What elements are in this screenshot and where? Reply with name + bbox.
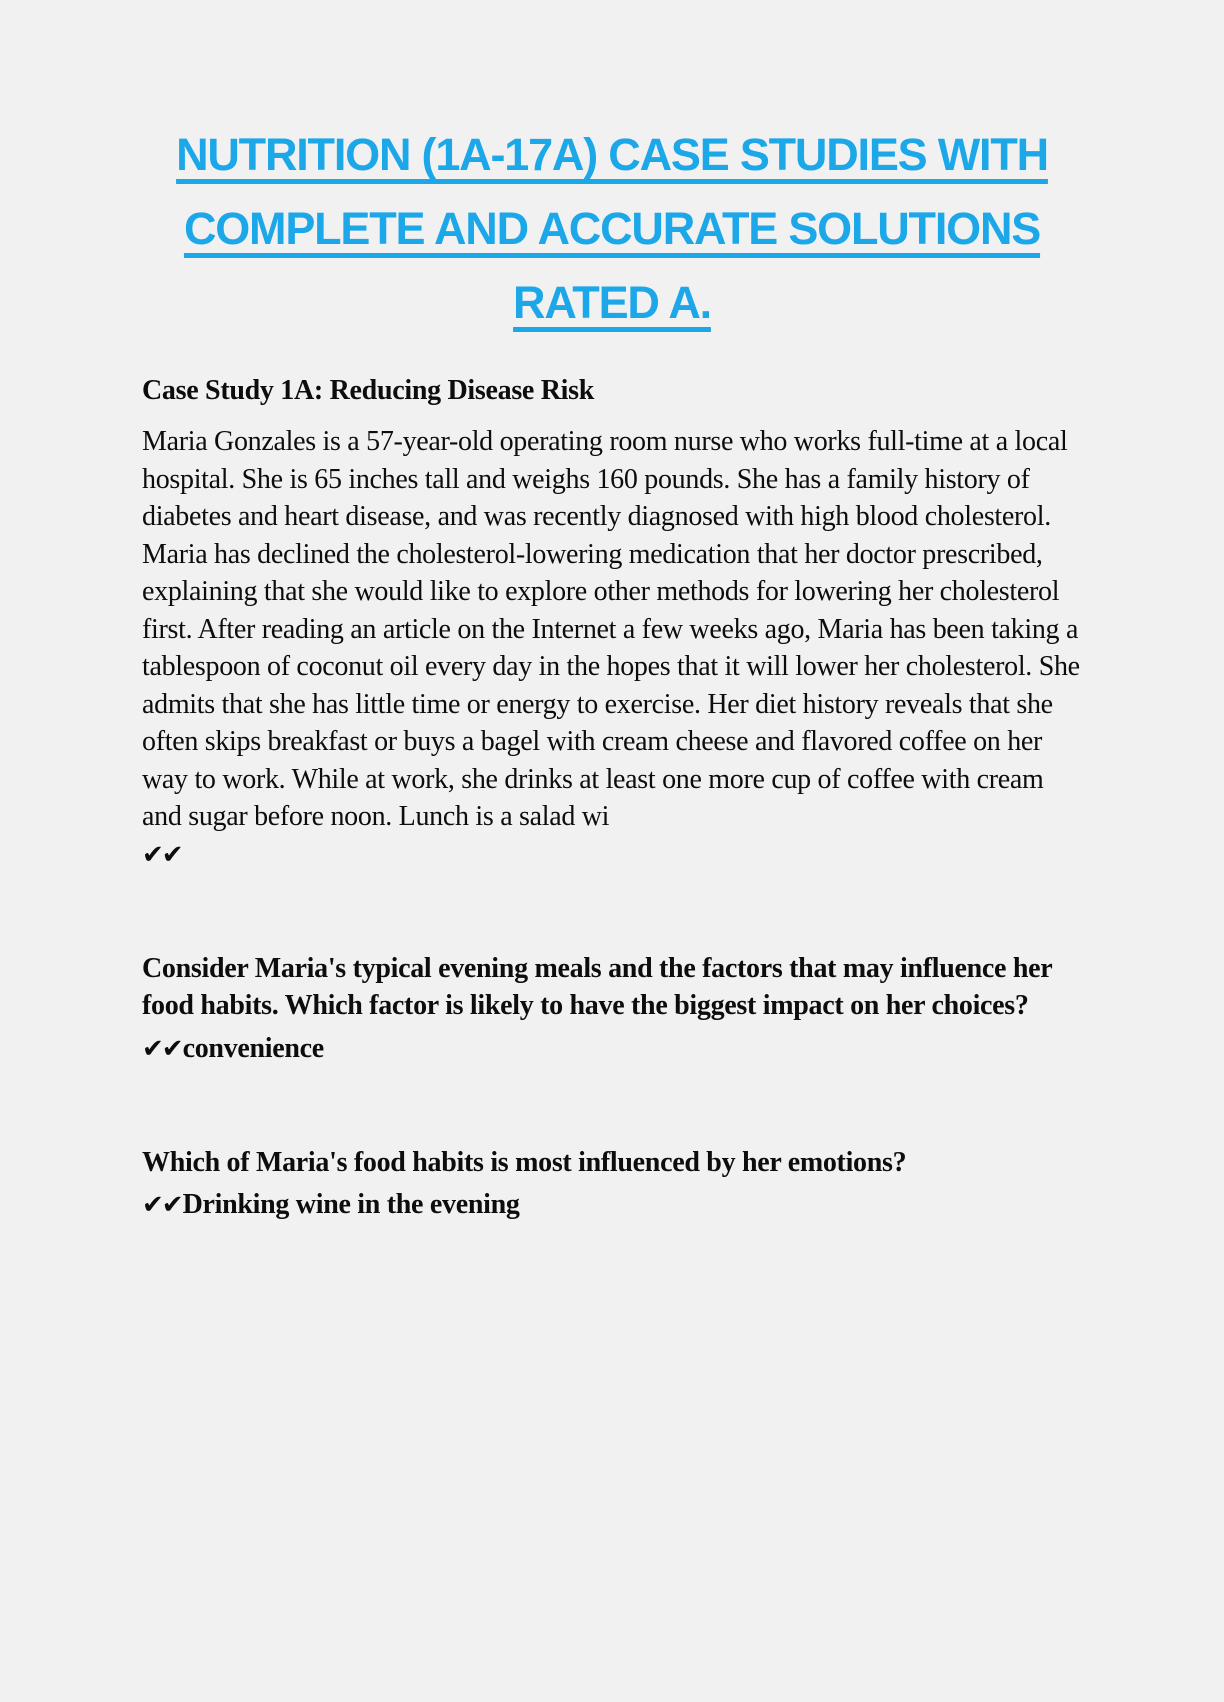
question-block-1 [142,950,1082,1068]
case-study-heading: Case Study 1A: Reducing Disease Risk [142,375,595,406]
document-page [0,118,1224,1702]
title-line-3-text: RATED A. [513,277,711,328]
answer-line-2 [142,1186,1082,1224]
checkmark-marker: ✔✔ [142,839,182,870]
title-line-2-text: COMPLETE AND ACCURATE SOLUTIONS [183,203,1041,254]
document-body [142,372,1082,1224]
question-text-1: Consider Maria's typical evening meals and the factors that may influence her food habits. Which factor is likely to have the biggest impact on her choices? [142,952,1052,1021]
title-line-3 [142,266,1082,340]
document-title [142,118,1082,340]
title-line-1-text: NUTRITION (1A-17A) CASE STUDIES WITH [176,129,1048,180]
answer-text-1: convenience [182,1032,324,1064]
title-line-2 [142,192,1082,266]
checkmark-marker: ✔✔ [142,1190,182,1220]
question-block-2 [142,1144,1082,1225]
checkmark-marker: ✔✔ [142,1033,182,1064]
case-study-paragraph: Maria Gonzales is a 57-year-old operating room nurse who works full-time at a local hospital. She is 65 inches tall and weighs 160 pounds. She has a family history of diabetes and heart disease, and was recently diagnosed with high blood cholesterol. Maria has declined the cholesterol-lowering medication that her doctor prescribed, explaining that she would like to explore other methods for lowering her cholesterol first. After reading an article on the Internet a few weeks ago, Maria has been taking a tablespoon of coconut oil every day in the hopes that it will lower her cholesterol. She admits that she has little time or energy to exercise. Her diet history reveals that she often skips breakfast or buys a bagel with cream cheese and flavored coffee on her way to work. While at work, she drinks at least one more cup of coffee with cream and sugar before noon. Lunch is a salad wi [142,426,1080,832]
answer-text-2: Drinking wine in the evening [182,1189,520,1220]
answer-line-1 [142,1030,1082,1068]
question-text-2: Which of Maria's food habits is most influenced by her emotions? [142,1146,907,1178]
title-line-1 [142,118,1082,192]
